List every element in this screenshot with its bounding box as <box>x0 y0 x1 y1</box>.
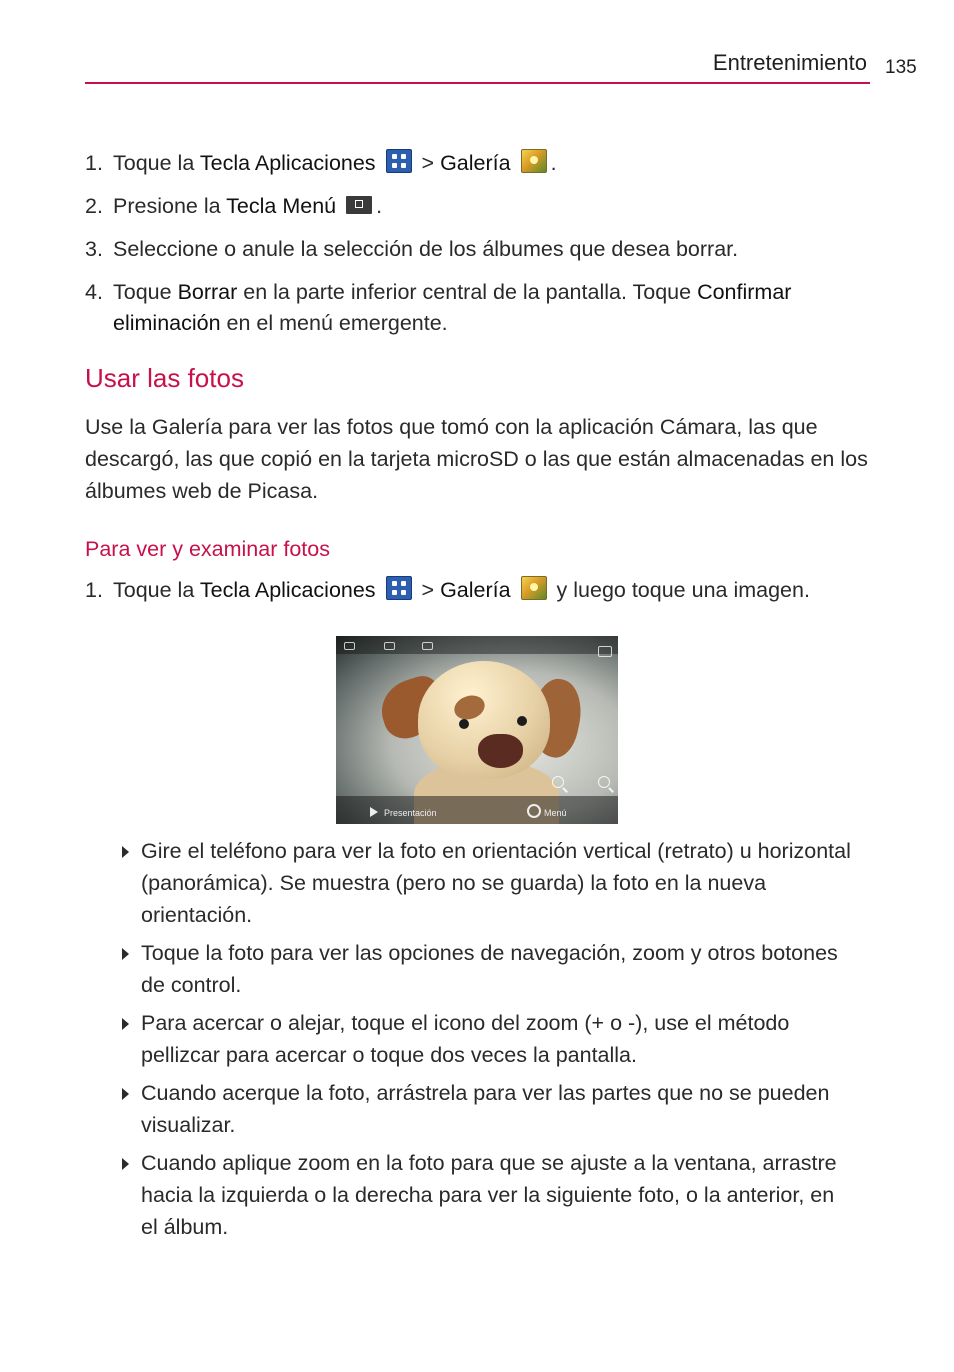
toy-dog-nose <box>478 734 523 768</box>
tip-rotate: Gire el teléfono para ver la foto en orientación vertical (retrato) u horizontal (panorámica). Se muestra (pero no se guarda) la foto en la nueva orientación. <box>120 835 855 931</box>
step-suffix: . <box>376 194 383 218</box>
subsection-title: Para ver y examinar fotos <box>85 537 330 561</box>
step-text: Seleccione o anule la selección de los álbumes que desea borrar. <box>113 237 739 261</box>
gallery-photo-screenshot <box>336 636 618 824</box>
step-number: 1. <box>85 578 103 602</box>
separator: > <box>415 578 441 602</box>
view-photo-step <box>85 575 885 606</box>
step-suffix: en el menú emergente. <box>220 311 448 335</box>
step-middle: en la parte inferior central de la pantalla. Toque <box>237 280 698 304</box>
step-number: 1. <box>85 151 103 175</box>
tip-next-photo: Cuando aplique zoom en la foto para que se ajuste a la ventana, arrastre hacia la izquierda o la derecha para ver la siguiente foto, o la anterior, en el álbum. <box>120 1147 855 1243</box>
status-icon <box>422 642 433 650</box>
confirm-delete-label: Confirmar eliminación <box>113 280 792 335</box>
section-intro: Use la Galería para ver las fotos que tomó con la aplicación Cámara, las que descargó, las que copió en la tarjeta microSD o las que están almacenadas en los álbumes web de Picasa. <box>85 415 868 503</box>
apps-key-label: Tecla Aplicaciones <box>199 578 376 602</box>
gallery-icon <box>521 149 547 173</box>
chapter-title: Entretenimiento <box>712 50 867 75</box>
step-text: Presione la <box>113 194 227 218</box>
photo-tips-list <box>120 835 855 1249</box>
delete-album-steps <box>85 148 875 351</box>
photo-controls-bar <box>336 796 618 824</box>
step-suffix: y luego toque una imagen. <box>550 578 810 602</box>
toy-dog-eye <box>517 716 527 726</box>
apps-key-label: Tecla Aplicaciones <box>199 151 376 175</box>
separator: > <box>415 151 441 175</box>
delete-label: Borrar <box>177 280 238 304</box>
step-1 <box>85 148 875 179</box>
section-title: Usar las fotos <box>85 363 244 393</box>
menu-icon <box>527 804 541 818</box>
step-number: 2. <box>85 194 103 218</box>
toy-dog-eye <box>459 719 469 729</box>
menu-key-icon <box>346 196 372 214</box>
step-4 <box>85 277 875 339</box>
page-number: 135 <box>885 57 917 78</box>
play-icon <box>370 807 378 817</box>
camera-icon <box>598 646 612 657</box>
step-number: 3. <box>85 237 103 261</box>
status-icon <box>344 642 355 650</box>
zoom-out-icon <box>552 776 564 788</box>
zoom-in-icon <box>598 776 610 788</box>
gallery-label: Galería <box>440 578 511 602</box>
status-icon <box>384 642 395 650</box>
menu-key-label: Tecla Menú <box>226 194 337 218</box>
tip-drag: Cuando acerque la foto, arrástrela para ver las partes que no se pueden visualizar. <box>120 1077 855 1141</box>
tip-tap-photo: Toque la foto para ver las opciones de navegación, zoom y otros botones de control. <box>120 937 855 1001</box>
tip-zoom: Para acercar o alejar, toque el icono del zoom (+ o -), use el método pellizcar para acercar o toque dos veces la pantalla. <box>120 1007 855 1071</box>
step-3 <box>85 234 875 265</box>
slideshow-label: Presentación <box>384 808 437 818</box>
menu-label: Menú <box>544 808 567 818</box>
apps-grid-icon <box>386 149 412 173</box>
step-text: Toque <box>113 280 178 304</box>
step-suffix: . <box>550 151 557 175</box>
step-text: Toque la <box>113 578 200 602</box>
gallery-label: Galería <box>440 151 511 175</box>
running-header <box>85 48 870 84</box>
gallery-icon <box>521 576 547 600</box>
step-number: 4. <box>85 280 103 304</box>
step-text: Toque la <box>113 151 200 175</box>
step-2 <box>85 191 875 222</box>
apps-grid-icon <box>386 576 412 600</box>
status-bar <box>336 636 618 654</box>
